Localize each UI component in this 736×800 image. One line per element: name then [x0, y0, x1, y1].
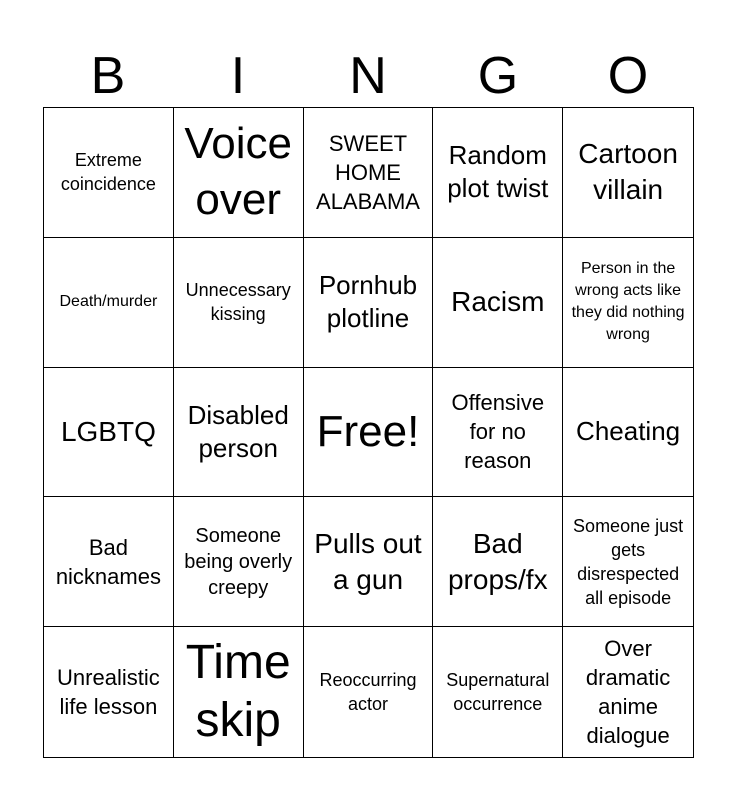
bingo-cell[interactable]: [44, 627, 174, 757]
bingo-cell[interactable]: [44, 368, 174, 498]
bingo-cell[interactable]: [174, 497, 304, 627]
cell-text: Bad props/fx: [447, 527, 548, 595]
cell-text: SWEET HOME ALABAMA: [316, 130, 420, 214]
cell-text: Racism: [451, 286, 545, 318]
cell-text: Over dramatic anime dialogue: [585, 636, 671, 749]
header-letter-n: N: [349, 47, 387, 105]
cell-text: Supernatural occurrence: [446, 670, 550, 715]
bingo-board: [43, 107, 694, 758]
bingo-cell[interactable]: [44, 108, 174, 238]
bingo-cell[interactable]: [304, 627, 434, 757]
cell-text: Voice over: [184, 119, 293, 225]
bingo-cell[interactable]: [44, 497, 174, 627]
bingo-cell[interactable]: [174, 368, 304, 498]
cell-text: Free!: [316, 406, 420, 456]
cell-text: Death/murder: [59, 293, 158, 311]
cell-text: Bad nicknames: [55, 534, 161, 589]
cell-text: Extreme coincidence: [60, 150, 156, 195]
cell-text: Person in the wrong acts like they did nothing wrong: [571, 260, 685, 344]
bingo-header: [43, 44, 693, 108]
bingo-cell[interactable]: [433, 108, 563, 238]
bingo-cell[interactable]: [433, 497, 563, 627]
cell-text: Offensive for no reason: [451, 390, 545, 474]
cell-text: Cartoon villain: [578, 138, 678, 206]
bingo-cell[interactable]: [44, 238, 174, 368]
free-space[interactable]: [304, 368, 434, 498]
cell-text: Unnecessary kissing: [185, 280, 291, 325]
bingo-cell[interactable]: [304, 238, 434, 368]
bingo-cell[interactable]: [433, 238, 563, 368]
cell-text: Random plot twist: [447, 140, 549, 204]
header-letter-i: I: [230, 47, 246, 105]
cell-text: Someone being overly creepy: [184, 524, 293, 599]
cell-text: Pornhub plotline: [318, 270, 418, 334]
header-letter-g: G: [477, 47, 519, 105]
bingo-cell[interactable]: [563, 627, 693, 757]
cell-text: Pulls out a gun: [314, 527, 422, 595]
bingo-cell[interactable]: [563, 368, 693, 498]
cell-text: Someone just gets disrespected all episode: [573, 515, 684, 608]
bingo-cell[interactable]: [563, 238, 693, 368]
bingo-cell[interactable]: [174, 627, 304, 757]
cell-text: Time skip: [185, 636, 291, 748]
header-letter-o: O: [607, 47, 649, 105]
bingo-cell[interactable]: [304, 108, 434, 238]
cell-text: Reoccurring actor: [319, 670, 417, 715]
bingo-cell[interactable]: [174, 108, 304, 238]
bingo-cell[interactable]: [304, 497, 434, 627]
cell-text: LGBTQ: [60, 415, 156, 447]
cell-text: Unrealistic life lesson: [57, 665, 160, 720]
cell-text: Cheating: [576, 416, 681, 447]
bingo-cell[interactable]: [563, 108, 693, 238]
header-letter-b: B: [90, 47, 126, 105]
bingo-cell[interactable]: [563, 497, 693, 627]
bingo-cell[interactable]: [433, 368, 563, 498]
bingo-cell[interactable]: [174, 238, 304, 368]
bingo-cell[interactable]: [433, 627, 563, 757]
cell-text: Disabled person: [187, 399, 289, 463]
